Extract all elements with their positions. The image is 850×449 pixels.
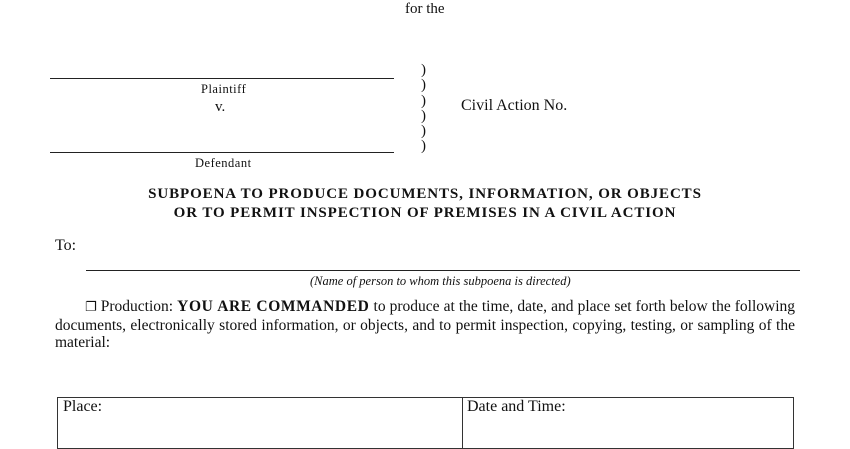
datetime-label: Date and Time: [467,398,566,415]
plaintiff-line[interactable] [50,78,394,79]
versus-label: v. [215,99,226,115]
subpoena-title-line2: OR TO PERMIT INSPECTION OF PREMISES IN A CIVIL ACTION [173,205,677,221]
caption-parens: ) ) ) ) ) ) [421,62,426,155]
defendant-label: Defendant [195,156,252,170]
place-label: Place: [63,398,103,415]
to-label: To: [55,237,77,254]
production-text: to produce at the time, date, and place set forth below the following documents, electronically stored information, or objects, and to permit inspection, copying, testing, or sampling of the material: [55,298,796,351]
defendant-line[interactable] [50,152,394,153]
place-cell[interactable] [57,397,463,449]
production-paragraph [55,298,795,352]
production-label: Production: [100,298,174,315]
production-checkbox[interactable]: ❐ [85,300,97,315]
plaintiff-label: Plaintiff [201,82,247,96]
commanded-text: YOU ARE COMMANDED [177,298,370,315]
civil-action-label: Civil Action No. [461,97,568,114]
recipient-name-caption: (Name of person to whom this subpoena is directed) [310,274,571,288]
court-for-the: for the [405,1,445,17]
subpoena-title-line1: SUBPOENA TO PRODUCE DOCUMENTS, INFORMATION, OR OBJECTS [148,186,702,202]
recipient-name-line[interactable] [86,270,800,271]
